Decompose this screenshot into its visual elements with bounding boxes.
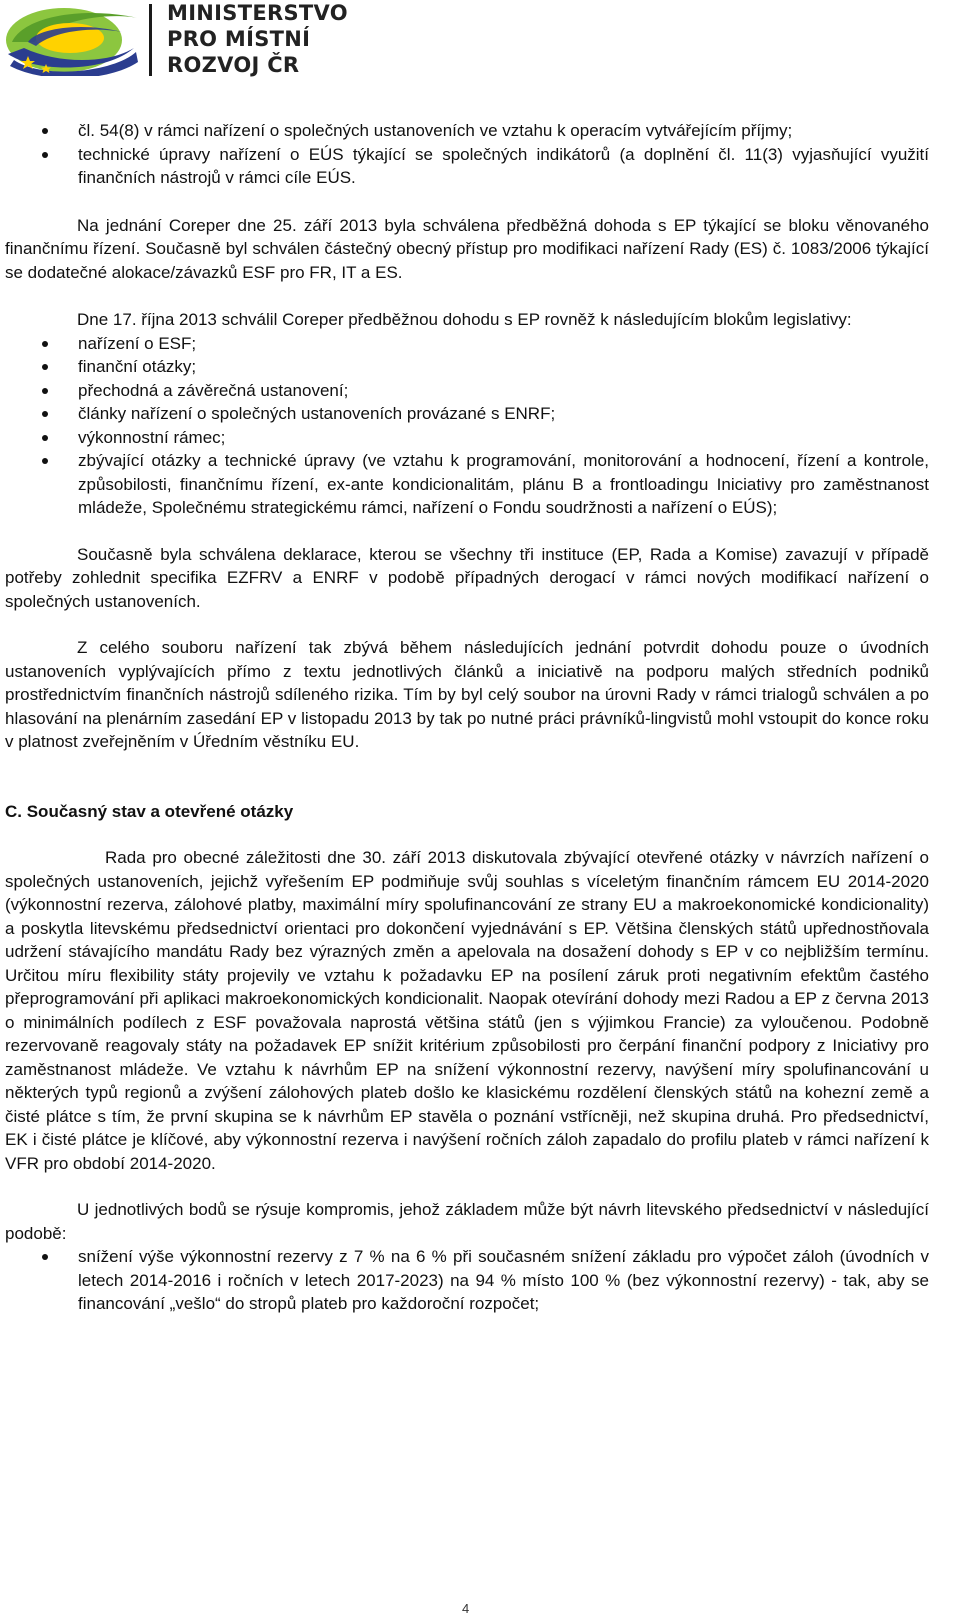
- list-item: technické úpravy nařízení o EÚS týkající se společných indikátorů (a doplnění čl. 11(3) vyjasňující využití finančních nástrojů v rámci cíle EÚS.: [5, 143, 929, 190]
- paragraph: U jednotlivých bodů se rýsuje kompromis, jehož základem může být návrh litevského předsednictví v následující podobě:: [5, 1200, 929, 1243]
- list-item: přechodná a závěrečná ustanovení;: [5, 379, 929, 403]
- section-heading: C. Současný stav a otevřené otázky: [5, 801, 294, 821]
- paragraph: Současně byla schválena deklarace, kterou se všechny tři instituce (EP, Rada a Komise) zavazují v případě potřeby zohlednit specifika EZFRV a ENRF v podobě případných derogací v rámci nových modifikací nařízení o společných ustanoveních.: [5, 544, 929, 611]
- ministry-logo-icon: [4, 2, 142, 76]
- paragraph: Na jednání Coreper dne 25. září 2013 byla schválena předběžná dohoda s EP týkající se bloku věnovaného finančnímu řízení. Současně byl schválen částečný obecný přístup pro modifikaci nařízení Rady (ES) č. 1083/2006 týkající se dodatečné alokace/závazků ESF pro FR, IT a ES.: [5, 215, 929, 282]
- list-item: finanční otázky;: [5, 355, 929, 379]
- list-item: snížení výše výkonnostní rezervy z 7 % na 6 % při současném snížení základu pro výpočet záloh (úvodních v letech 2014-2016 i ročních v letech 2017-2023) na 94 % místo 100 % (bez výkonnostní rezervy) - tak, aby se financování „vešlo“ do stropů plateb pro každoroční rozpočet;: [5, 1245, 929, 1316]
- list-item: nařízení o ESF;: [5, 332, 929, 356]
- paragraph: Z celého souboru nařízení tak zbývá během následujících jednání potvrdit dohodu pouze o úvodních ustanoveních vyplývajících přímo z textu jednotlivých článků a iniciativě na podporu malých středních podniků prostřednictvím finančních nástrojů sdíleného rizika. Tím by byl celý soubor na úrovni Rady v rámci trialogů schválen a po hlasování na plenárním zasedání EP v listopadu 2013 by tak po nutné práci právníků-lingvistů mohl vstoupit do konce roku v platnost zveřejněním v Úředním věstníku EU.: [5, 638, 929, 751]
- logo-divider: [149, 4, 152, 76]
- bullet-list: [5, 1245, 929, 1316]
- ministry-name-line: ROZVOJ ČR: [167, 53, 300, 77]
- list-item: výkonnostní rámec;: [5, 426, 929, 450]
- bullet-list: [5, 119, 929, 190]
- list-item: čl. 54(8) v rámci nařízení o společných ustanoveních ve vztahu k operacím vytvářejícím příjmy;: [5, 119, 929, 143]
- document-body: [5, 119, 929, 1316]
- page-number: 4: [462, 1601, 470, 1616]
- list-item: zbývající otázky a technické úpravy (ve vztahu k programování, monitorování a hodnocení, řízení a kontrole, způsobilosti, finančnímu řízení, ex-ante kondicionalitám, plánu B a frontloadingu Iniciativy pro zaměstnanost mládeže, Společnému strategickému rámci, nařízení o Fondu soudržnosti a nařízení o EÚS);: [5, 449, 929, 520]
- bullet-list: [5, 332, 929, 520]
- ministry-name-line: PRO MÍSTNÍ: [167, 27, 311, 51]
- ministry-name-line: MINISTERSTVO: [167, 1, 348, 25]
- paragraph: Dne 17. října 2013 schválil Coreper předběžnou dohodu s EP rovněž k následujícím blokům legislativy:: [77, 310, 852, 329]
- ministry-header: [4, 0, 404, 80]
- list-item: články nařízení o společných ustanoveních provázané s ENRF;: [5, 402, 929, 426]
- ministry-name: [167, 0, 407, 78]
- paragraph: Rada pro obecné záležitosti dne 30. září 2013 diskutovala zbývající otevřené otázky v návrzích nařízení o společných ustanoveních, jejichž vyřešením EP podmiňuje svůj souhlas s víceletým finančním rámcem EU 2014-2020 (výkonnostní rezerva, zálohové platby, maximální míry spolufinancování ze strany EU a makroekonomické kondicionality) a poskytla litevskému předsednictví orientaci pro dokončení vyjednávání s EP. Většina členských států upřednostňovala udržení stávajícího mandátu Rady bez výrazných změn a apelovala na dosažení dohody s EP v co nejbližším termínu. Určitou míru flexibility státy projevily ve vztahu k požadavku EP na posílení záruk proti negativním efektům častého přeprogramování při aplikaci makroekonomických kondicionalit. Naopak otevírání dohody mezi Radou a EP z června 2013 o minimálních podílech z ESF považovala naprostá většina států (jen s výjimkou Francie) za vyloučenou. Podobně rezervovaně reagovaly státy na požadavek EP snížit kritérium způsobilosti pro čerpání finanční podpory z Iniciativy pro zaměstnanost mládeže. Ve vztahu k návrhům EP na snížení výkonnostní rezervy, navýšení míry spolufinancování u některých typů regionů a zvýšení zálohových plateb došlo ke klasickému rozdělení členských států na kohezní země a čisté plátce s tím, že první skupina se k návrhům EP stavěla o poznání vstřícněji, než skupina druhá. Pro předsednictví, EK i čisté plátce je klíčové, aby výkonnostní rezerva i navýšení ročních záloh zapadalo do profilu plateb v rámci nařízení k VFR pro období 2014-2020.: [5, 848, 929, 1173]
